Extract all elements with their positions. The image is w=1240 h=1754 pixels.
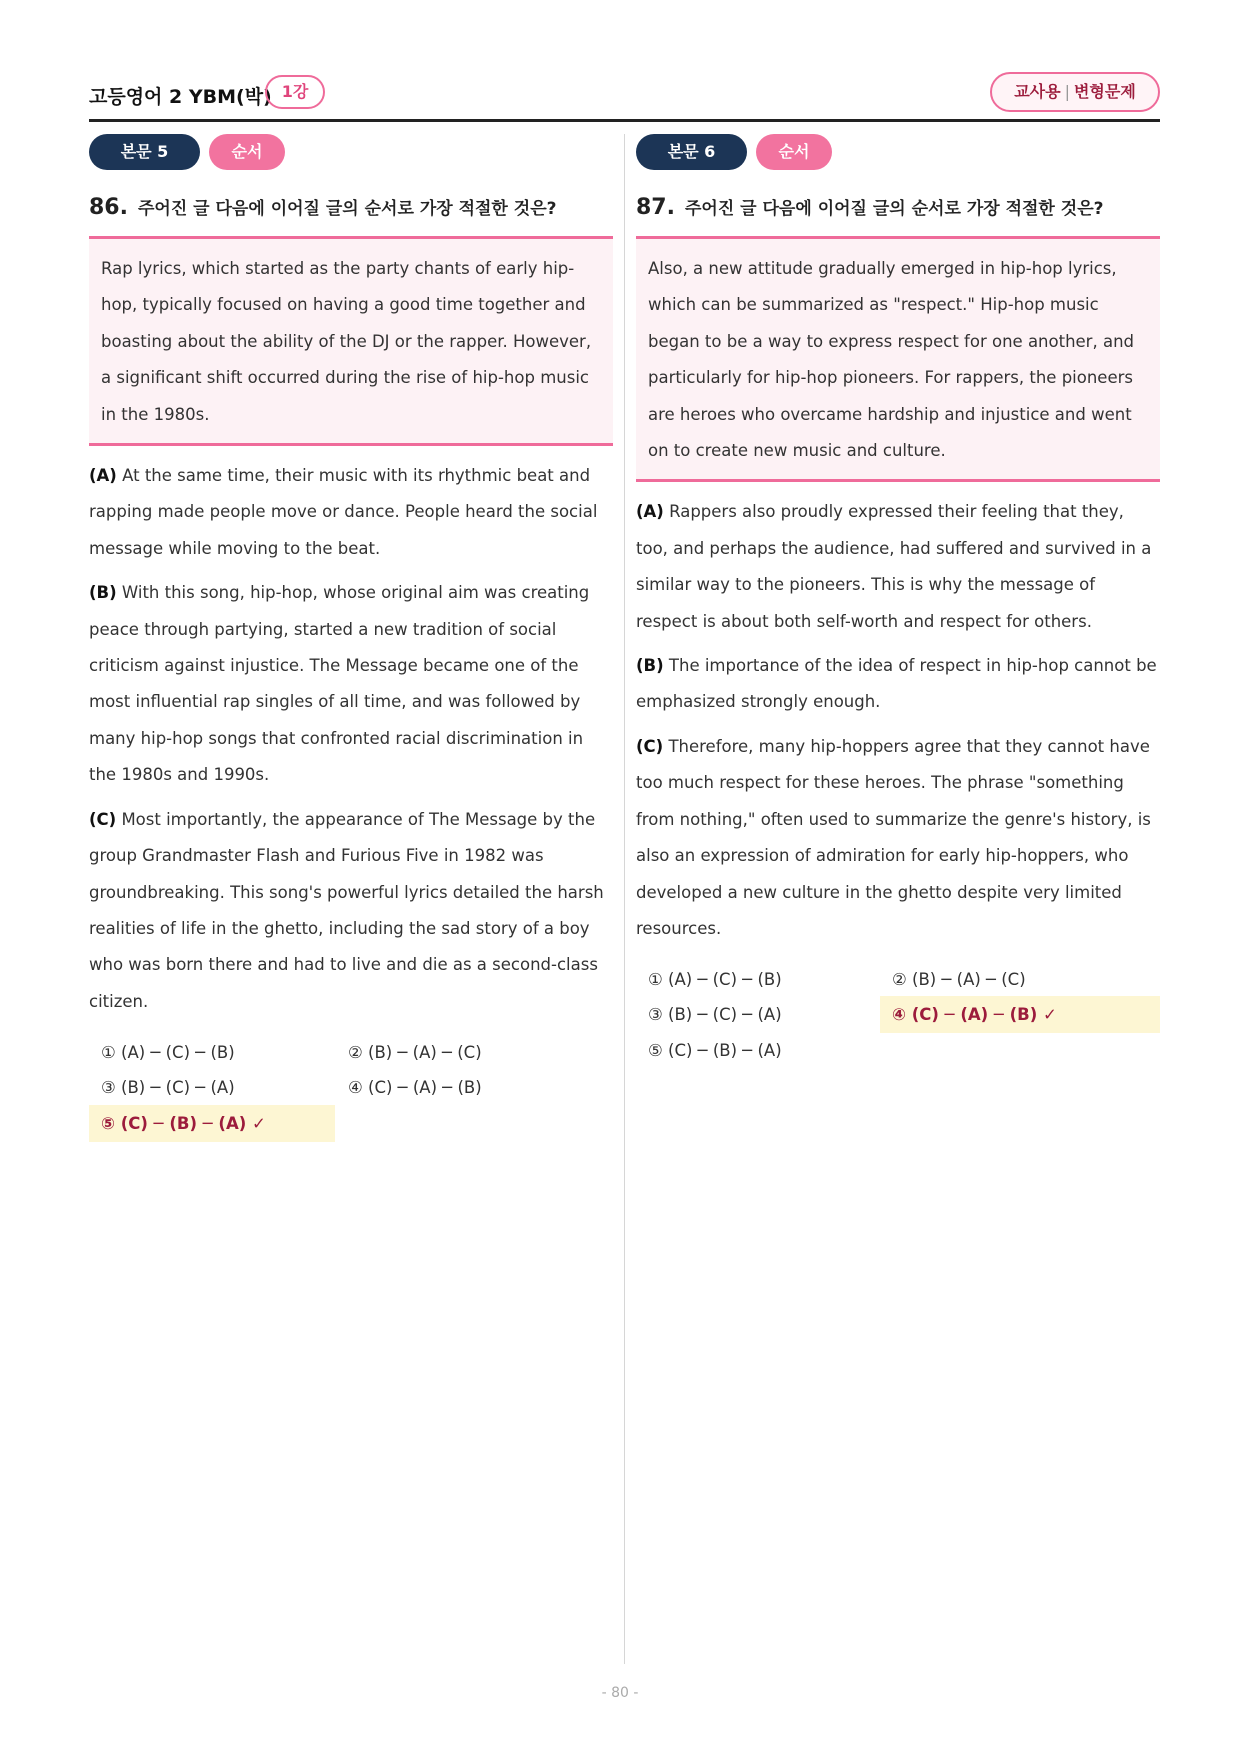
paragraph-a [636, 494, 1160, 640]
paragraph-label: (B) [89, 583, 117, 603]
question-prompt [636, 194, 1160, 226]
paragraph-label: (C) [636, 736, 664, 756]
role-label: 교사용 [1014, 82, 1061, 101]
choice-3[interactable]: ③ (B) ─ (C) ─ (A) [648, 1005, 782, 1025]
type-tag: 순서 [756, 134, 832, 170]
answer-choices [89, 1034, 613, 1144]
choice-1[interactable]: ① (A) ─ (C) ─ (B) [101, 1043, 235, 1063]
passage-tag: 본문 5 [89, 134, 200, 170]
page-header [89, 72, 1160, 122]
lesson-badge: 1강 [265, 75, 325, 109]
paragraph-label: (C) [89, 809, 117, 829]
choice-5-correct[interactable]: ⑤ (C) ─ (B) ─ (A) ✓ [89, 1105, 335, 1142]
choice-4-correct[interactable]: ④ (C) ─ (A) ─ (B) ✓ [880, 996, 1160, 1033]
category-label: 변형문제 [1073, 82, 1136, 101]
choice-5[interactable]: ⑤ (C) ─ (B) ─ (A) [648, 1041, 782, 1061]
paragraph-b [89, 575, 613, 793]
question-text: 주어진 글 다음에 이어질 글의 순서로 가장 적절한 것은? [684, 199, 1104, 219]
paragraph-c [89, 802, 613, 1020]
choice-4[interactable]: ④ (C) ─ (A) ─ (B) [348, 1078, 482, 1098]
paragraph-a [89, 458, 613, 567]
question-87 [636, 134, 1160, 1071]
question-number: 86. [89, 195, 128, 220]
paragraph-label: (A) [636, 502, 664, 522]
paragraph-text: At the same time, their music with its rhythmic beat and rapping made people move or dance. People heard the social message while moving to the beat. [89, 466, 598, 558]
question-tags [89, 134, 613, 170]
answer-choices [636, 961, 1160, 1071]
question-prompt [89, 194, 613, 226]
choice-1[interactable]: ① (A) ─ (C) ─ (B) [648, 970, 782, 990]
paragraph-text: Rappers also proudly expressed their feeling that they, too, and perhaps the audience, had suffered and survived in a similar way to the pioneers. This is why the message of respect is about both self-worth and respect for others. [636, 502, 1152, 631]
paragraph-text: Most importantly, the appearance of The Message by the group Grandmaster Flash and Furious Five in 1982 was groundbreaking. This song's powerful lyrics detailed the harsh realities of life in the ghetto, including the sad story of a boy who was born there and had to live and die as a second-class citizen. [89, 809, 604, 1011]
paragraph-text: The importance of the idea of respect in hip-hop cannot be emphasized strongly enough. [636, 656, 1157, 712]
given-passage: Also, a new attitude gradually emerged in hip-hop lyrics, which can be summarized as "respect." Hip-hop music began to be a way to express respect for one another, and particularly for hip-hop pioneers. For rappers, the pioneers are heroes who overcame hardship and injustice and went on to create new music and culture. [636, 236, 1160, 482]
textbook-title: 고등영어 2 YBM(박) [89, 86, 272, 108]
teacher-badge: 교사용 | 변형문제 [990, 72, 1160, 112]
choice-2[interactable]: ② (B) ─ (A) ─ (C) [892, 970, 1026, 990]
choice-2[interactable]: ② (B) ─ (A) ─ (C) [348, 1043, 482, 1063]
paragraph-text: Therefore, many hip-hoppers agree that they cannot have too much respect for these heroes. The phrase "something from nothing," often used to summarize the genre's history, is also an expression of admiration for early hip-hoppers, who developed a new culture in the ghetto despite very limited resources. [636, 736, 1151, 938]
question-tags [636, 134, 1160, 170]
paragraph-text: With this song, hip-hop, whose original aim was creating peace through partying, started a new tradition of social criticism against injustice. The Message became one of the most influential rap singles of all time, and was followed by many hip-hop songs that confronted racial discrimination in the 1980s and 1990s. [89, 583, 590, 785]
column-divider [624, 134, 625, 1664]
question-number: 87. [636, 195, 675, 220]
question-text: 주어진 글 다음에 이어질 글의 순서로 가장 적절한 것은? [137, 199, 557, 219]
type-tag: 순서 [209, 134, 285, 170]
passage-tag: 본문 6 [636, 134, 747, 170]
header-rule [89, 119, 1160, 122]
paragraph-b [636, 648, 1160, 721]
page-number: - 80 - [601, 1685, 639, 1701]
paragraph-label: (A) [89, 466, 117, 486]
given-passage: Rap lyrics, which started as the party chants of early hip-hop, typically focused on having a good time together and boasting about the ability of the DJ or the rapper. However, a significant shift occurred during the rise of hip-hop music in the 1980s. [89, 236, 613, 446]
question-86 [89, 134, 613, 1144]
choice-3[interactable]: ③ (B) ─ (C) ─ (A) [101, 1078, 235, 1098]
paragraph-c [636, 729, 1160, 947]
paragraph-label: (B) [636, 656, 664, 676]
